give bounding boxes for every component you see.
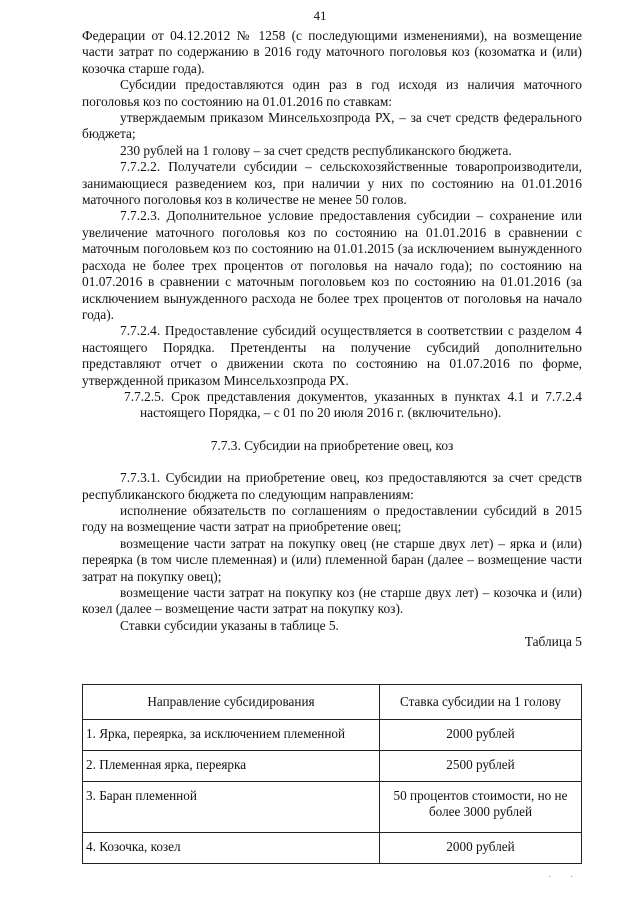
- paragraph: 7.7.2.4. Предоставление субсидий осуществляется в соответствии с разделом 4 настоящего Порядка. Претенденты на получение субсидий дополнительно представляют отчет о движении скота по состоянию на 01.07.2016 по форме, утвержденной приказом Минсельхозпрода РХ.: [82, 323, 582, 388]
- table-row: [83, 751, 582, 782]
- table-cell: 4. Козочка, козел: [83, 833, 380, 864]
- paragraph: возмещение части затрат на покупку коз (не старше двух лет) – козочка и (или) козел (далее – возмещение части затрат на покупку коз).: [82, 585, 582, 617]
- paragraph: Ставки субсидии указаны в таблице 5.: [120, 617, 339, 633]
- paragraph: 7.7.2.5. Срок представления документов, указанных в пунктах 4.1 и 7.7.2.4 настоящего Порядка, – с 01 по 20 июля 2016 г. (включительно).: [124, 388, 582, 421]
- subsidy-table: [82, 684, 582, 864]
- table-cell: 1. Ярка, переярка, за исключением племенной: [83, 720, 380, 751]
- table-cell: 3. Баран племенной: [83, 782, 380, 833]
- paragraph: утверждаемым приказом Минсельхозпрода РХ, – за счет средств федерального бюджета;: [82, 110, 582, 142]
- paragraph: Субсидии предоставляются один раз в год исходя из наличия маточного поголовья коз по состоянию на 01.01.2016 по ставкам:: [82, 77, 582, 109]
- table-cell: 2500 рублей: [380, 751, 582, 782]
- paragraph: 7.7.2.2. Получатели субсидии – сельскохозяйственные товаропроизводители, занимающиеся разведением коз, при наличии у них по состоянию на 01.01.2016 маточного поголовья коз в количестве не менее 50 голов.: [82, 159, 582, 208]
- table-row: [83, 782, 582, 833]
- paragraph: исполнение обязательств по соглашениям о предоставлении субсидий в 2015 году на возмещение части затрат на приобретение овец;: [82, 502, 582, 535]
- paragraph: 7.7.3.1. Субсидии на приобретение овец, коз предоставляются за счет средств республиканского бюджета по следующим направлениям:: [82, 470, 582, 502]
- table-cell: 2000 рублей: [380, 833, 582, 864]
- paragraph: 230 рублей на 1 голову – за счет средств республиканского бюджета.: [120, 142, 512, 158]
- table-header: Ставка субсидии на 1 голову: [380, 685, 582, 720]
- paragraph: Федерации от 04.12.2012 № 1258 (с последующими изменениями), на возмещение части затрат по содержанию в 2016 году маточного поголовья коз (козоматка и (или) козочка старше года).: [82, 28, 582, 76]
- table-header-row: [83, 685, 582, 720]
- table-row: [83, 833, 582, 864]
- paragraph: возмещение части затрат на покупку овец (не старше двух лет) – ярка и (или) переярка (в том числе племенная) и (или) племенной баран (далее – возмещение части затрат на покупку овец);: [82, 535, 582, 584]
- section-heading: 7.7.3. Субсидии на приобретение овец, коз: [210, 437, 454, 453]
- table-header: Направление субсидирования: [83, 685, 380, 720]
- table-cell: 2000 рублей: [380, 720, 582, 751]
- page-number: 41: [313, 8, 327, 23]
- scan-specks: · ·: [548, 872, 582, 883]
- table-caption: Таблица 5: [524, 634, 582, 650]
- paragraph: 7.7.2.3. Дополнительное условие предоставления субсидии – сохранение или увеличение маточного поголовья коз по состоянию на 01.01.2016 в сравнении с маточным поголовьем коз по состоянию на 01.01.2015 (за исключением вынужденного расхода не более трех процентов от поголовья на начало года); по состоянию на 01.07.2016 в сравнении с маточным поголовьем коз по состоянию на 01.01.2016 (за исключением вынужденного расхода не более трех процентов от поголовья на начало года).: [82, 208, 582, 322]
- table-cell: 50 процентов стоимости, но не более 3000 рублей: [380, 782, 582, 833]
- body-text: [82, 28, 582, 651]
- table-row: [83, 720, 582, 751]
- table-cell: 2. Племенная ярка, переярка: [83, 751, 380, 782]
